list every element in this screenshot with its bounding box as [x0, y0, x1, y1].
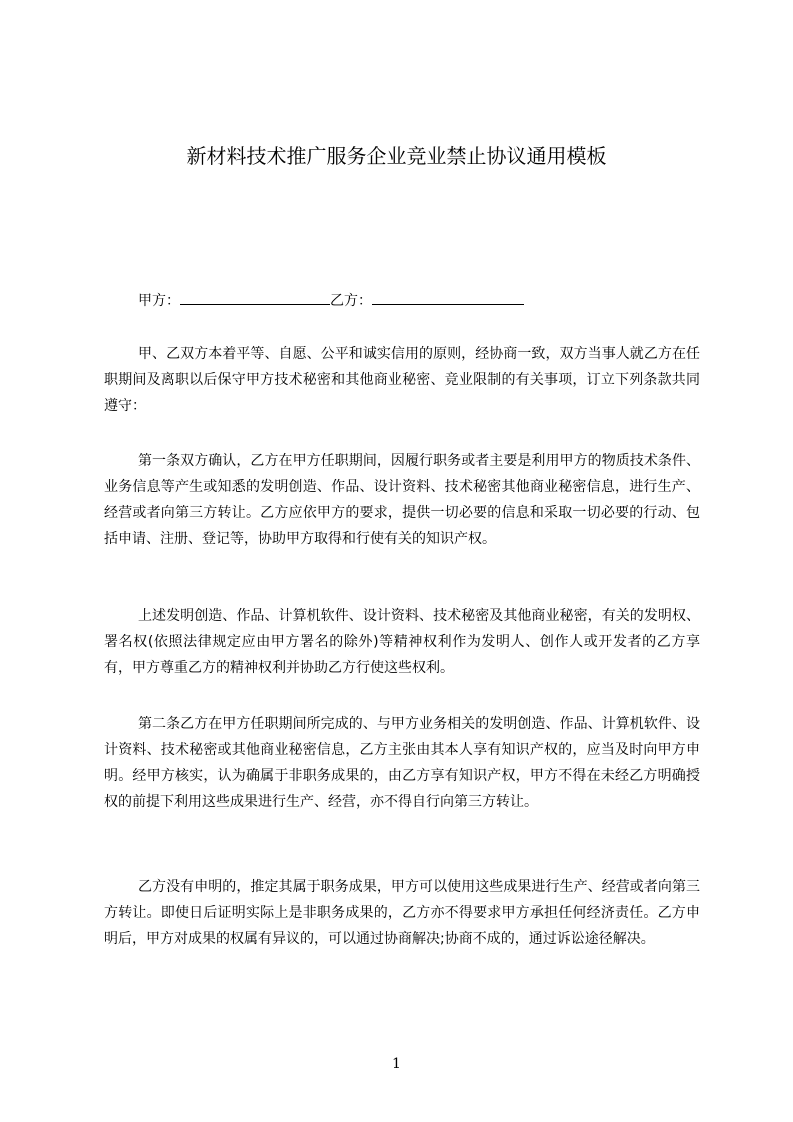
paragraph-undeclared-results: 乙方没有申明的，推定其属于职务成果，甲方可以使用这些成果进行生产、经营或者向第三方转让。即使日后证明实际上是非职务成果的，乙方亦不得要求甲方承担任何经济责任。乙方申明后，甲方对成果的权属有异议的，可以通过协商解决;协商不成的，通过诉讼途径解决。	[104, 879, 700, 947]
party-b-blank	[372, 290, 524, 305]
paragraph-article-2: 第二条乙方在甲方任职期间所完成的、与甲方业务相关的发明创造、作品、计算机软件、设计资料、技术秘密或其他商业秘密信息，乙方主张由其本人享有知识产权的，应当及时向甲方申明。经甲方核实，认为确属于非职务成果的，由乙方享有知识产权，甲方不得在未经乙方明确授权的前提下利用这些成果进行生产、经营，亦不得自行向第三方转让。	[104, 716, 700, 810]
party-a-label: 甲方：	[138, 293, 180, 309]
party-b-label: 乙方：	[330, 293, 372, 309]
paragraph-preamble: 甲、乙双方本着平等、自愿、公平和诚实信用的原则，经协商一致，双方当事人就乙方在任职期间及离职以后保守甲方技术秘密和其他商业秘密、竞业限制的有关事项，订立下列条款共同遵守：	[104, 346, 700, 414]
paragraph-moral-rights: 上述发明创造、作品、计算机软件、设计资料、技术秘密及其他商业秘密，有关的发明权、署名权(依照法律规定应由甲方署名的除外)等精神权利作为发明人、创作人或开发者的乙方享有，甲方尊重乙方的精神权利并协助乙方行使这些权利。	[104, 608, 700, 676]
party-a-blank	[180, 290, 330, 305]
page-number: 1	[392, 1056, 401, 1072]
paragraph-article-1: 第一条双方确认，乙方在甲方任职期间，因履行职务或者主要是利用甲方的物质技术条件、业务信息等产生或知悉的发明创造、作品、设计资料、技术秘密其他商业秘密信息，进行生产、经营或者向第三方转让。乙方应依甲方的要求，提供一切必要的信息和采取一切必要的行动、包括申请、注册、登记等，协助甲方取得和行使有关的知识产权。	[104, 453, 700, 547]
party-signature-line	[138, 290, 524, 311]
document-title: 新材料技术推广服务企业竞业禁止协议通用模板	[186, 144, 607, 168]
